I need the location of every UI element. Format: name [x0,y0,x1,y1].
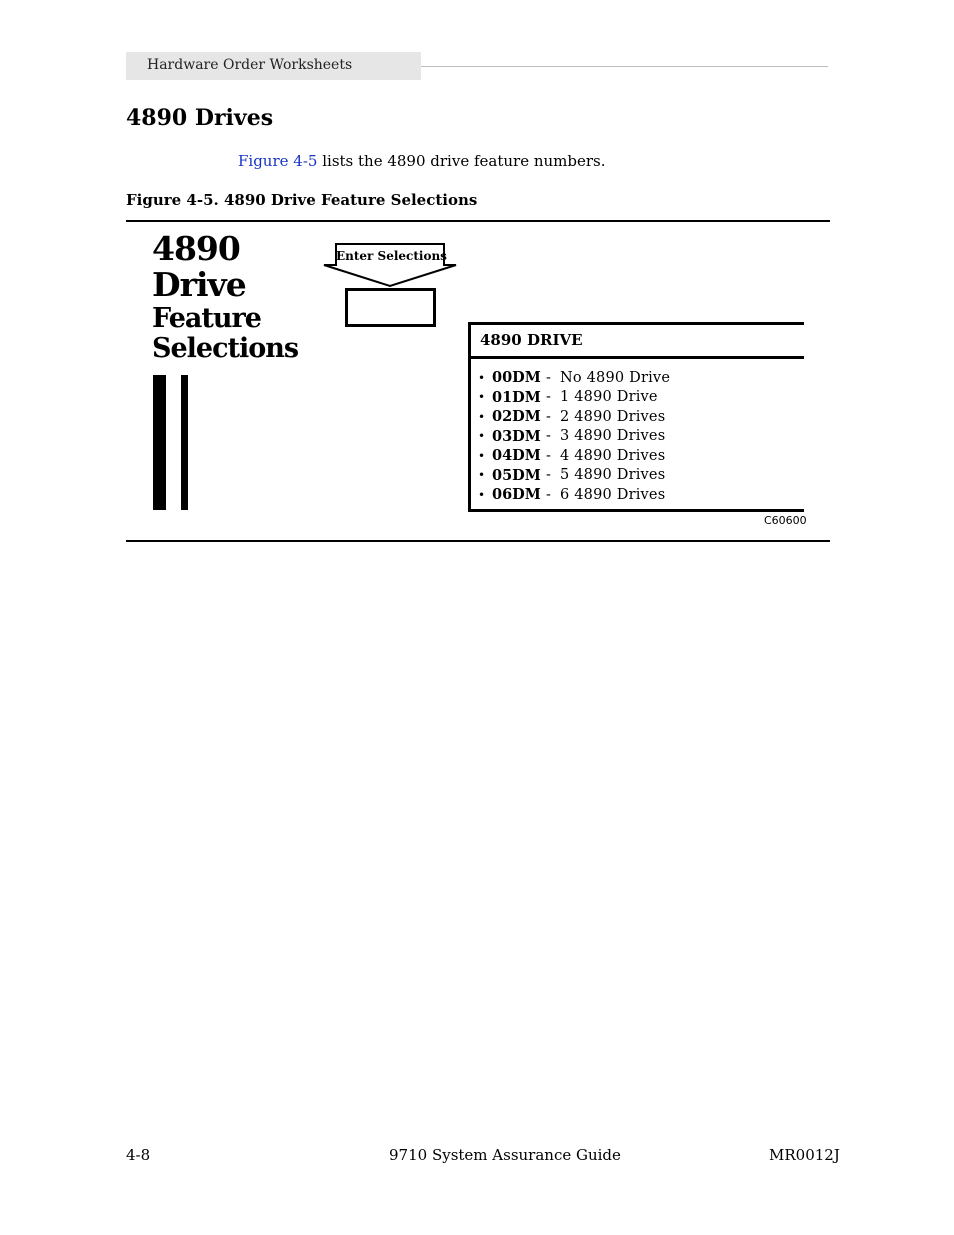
figure-title-line-1: 4890 [152,229,240,268]
list-item [478,368,670,388]
list-item [478,446,670,466]
panel-top-rule [468,322,804,325]
bullet-icon: • [478,429,486,444]
panel-bottom-rule [468,509,804,512]
separator: - [546,408,551,425]
feature-code: 01DM [492,388,541,406]
document-title: 9710 System Assurance Guide [389,1146,621,1164]
figure-title-line-4: Selections [152,333,299,364]
feature-code: 04DM [492,447,541,465]
list-item [478,427,670,447]
figure-bottom-rule [126,540,830,542]
figure-id: C60600 [764,514,807,527]
feature-code: 03DM [492,427,541,445]
figure-link[interactable]: Figure 4-5 [238,152,318,170]
feature-description: 6 4890 Drives [560,486,666,503]
page-number: 4-8 [126,1146,151,1164]
bullet-icon: • [478,448,486,463]
bullet-icon: • [478,390,486,405]
bullet-icon: • [478,370,486,385]
list-item [478,485,670,505]
separator: - [546,467,551,484]
separator: - [546,486,551,503]
figure-top-rule [126,220,830,222]
bullet-icon: • [478,468,486,483]
separator: - [546,389,551,406]
enter-selections-label: Enter Selections [336,249,447,263]
selection-entry-box [345,288,436,327]
list-item [478,407,670,427]
figure-title-line-2: Drive [152,265,246,304]
section-title: 4890 Drives [126,105,274,131]
feature-code: 06DM [492,486,541,504]
intro-paragraph [238,152,606,170]
feature-code: 00DM [492,369,541,387]
list-item [478,388,670,408]
feature-description: 1 4890 Drive [560,389,658,406]
feature-description: 3 4890 Drives [560,428,666,445]
separator: - [546,447,551,464]
feature-options-list [478,368,670,505]
down-arrow-icon [318,240,462,290]
feature-description: 2 4890 Drives [560,408,666,425]
bullet-icon: • [478,409,486,424]
document-number: MR0012J [769,1146,840,1164]
separator: - [546,369,551,386]
feature-code: 02DM [492,408,541,426]
panel-header-rule [468,356,804,359]
decorative-bar-thick [153,375,166,510]
decorative-bar-thin [181,375,188,510]
feature-description: 5 4890 Drives [560,467,666,484]
figure-title-line-3: Feature [152,303,261,334]
separator: - [546,428,551,445]
panel-title: 4890 DRIVE [480,331,583,349]
list-item [478,466,670,486]
feature-description: 4 4890 Drives [560,447,666,464]
feature-code: 05DM [492,466,541,484]
figure-caption: Figure 4-5. 4890 Drive Feature Selections [126,191,478,209]
running-header [126,52,421,80]
running-header-text: Hardware Order Worksheets [147,57,353,73]
header-rule [421,66,828,67]
feature-description: No 4890 Drive [560,369,671,386]
panel-left-rule [468,322,471,512]
intro-text: lists the 4890 drive feature numbers. [317,152,606,170]
bullet-icon: • [478,487,486,502]
